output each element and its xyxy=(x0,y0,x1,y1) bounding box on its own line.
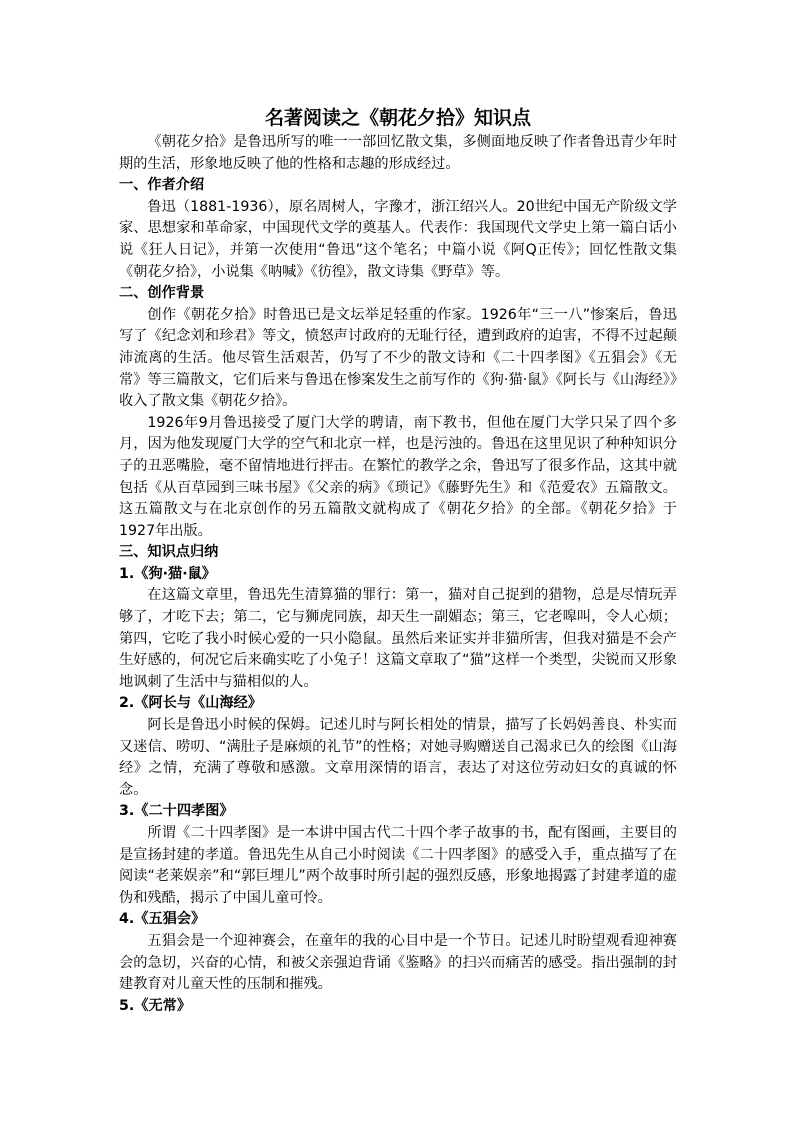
background-paragraph-1: 创作《朝花夕拾》时鲁迅已是文坛举足轻重的作家。1926年“三一八”惨案后，鲁迅写了《纪念刘和珍君》等文，愤怒声讨政府的无耻行径，遭到政府的迫害，不得不过起颠沛流离的生活。他尽管生活艰苦，仍写了不少的散文诗和《二十四孝图》《五猖会》《无常》等三篇散文，它们后来与鲁迅在惨案发生之前写作的《狗·猫·鼠》《阿长与《山海经》》收入了散文集《朝花夕拾》。 xyxy=(119,306,677,410)
item-text-twenty-four-filial: 所谓《二十四孝图》是一本讲中国古代二十四个孝子故事的书，配有图画，主要目的是宣扬封建的孝道。鲁迅先生从自己小时阅读《二十四孝图》的感受入手，重点描写了在阅读“老莱娱亲”和“郭巨埋儿”两个故事时所引起的强烈反感，形象地揭露了封建孝道的虚伪和残酷，揭示了中国儿童可怜。 xyxy=(119,825,677,906)
document-page xyxy=(119,0,677,1017)
section-heading-author: 一、作者介绍 xyxy=(119,177,205,194)
author-paragraph: 鲁迅（1881-1936），原名周树人，字豫才，浙江绍兴人。20世纪中国无产阶级文学家、思想家和革命家，中国现代文学的奠基人。代表作：我国现代文学史上第一篇白话小说《狂人日记》，并第一次使用“鲁迅”这个笔名；中篇小说《阿Q正传》；回忆性散文集《朝花夕拾》，小说集《呐喊》《彷徨》，散文诗集《野草》等。 xyxy=(119,198,677,280)
document-title: 名著阅读之《朝花夕拾》知识点 xyxy=(264,107,531,129)
item-heading-twenty-four-filial: 3.《二十四孝图》 xyxy=(119,803,234,820)
section-heading-knowledge: 三、知识点归纳 xyxy=(119,544,219,561)
item-text-wuchang-festival: 五猖会是一个迎神赛会，在童年的我的心目中是一个节日。记述儿时盼望观看迎神赛会的急切，兴奋的心情，和被父亲强迫背诵《鉴略》的扫兴而痛苦的感受。指出强制的封建教育对儿童天性的压制和摧残。 xyxy=(119,932,677,993)
item-heading-a-chang: 2.《阿长与《山海经》 xyxy=(119,695,262,712)
item-text-a-chang: 阿长是鲁迅小时候的保姆。记述儿时与阿长相处的情景，描写了长妈妈善良、朴实而又迷信、唠叨、“满肚子是麻烦的礼节”的性格；对她寻购赠送自己渴求已久的绘图《山海经》之情，充满了尊敬和感激。文章用深情的语言，表达了对这位劳动妇女的真诚的怀念。 xyxy=(119,717,677,798)
item-heading-wuchang: 5.《无常》 xyxy=(119,997,192,1014)
background-paragraph-2: 1926年9月鲁迅接受了厦门大学的聘请，南下教书，但他在厦门大学只呆了四个多月，因为他发现厦门大学的空气和北京一样，也是污浊的。鲁迅在这里见识了种种知识分子的丑恶嘴脸，毫不留情地进行抨击。在繁忙的教学之余，鲁迅写了很多作品，这其中就包括《从百草园到三味书屋》《父亲的病》《琐记》《藤野先生》和《范爱农》五篇散文。这五篇散文与在北京创作的另五篇散文就构成了《朝花夕拾》的全部。《朝花夕拾》于1927年出版。 xyxy=(119,414,677,539)
item-text-dog-cat-mouse: 在这篇文章里，鲁迅先生清算猫的罪行：第一，猫对自己捉到的猎物，总是尽情玩弄够了，才吃下去；第二，它与狮虎同族，却天生一副媚态；第三，它老嗥叫，令人心烦；第四，它吃了我小时候心爱的一只小隐鼠。虽然后来证实并非猫所害，但我对猫是不会产生好感的，何况它后来确实吃了小兔子！这篇文章取了“猫”这样一个类型，尖锐而又形象地讽刺了生活中与猫相似的人。 xyxy=(119,587,677,690)
section-heading-background: 二、创作背景 xyxy=(119,285,205,302)
intro-paragraph: 《朝花夕拾》是鲁迅所写的唯一一部回忆散文集，多侧面地反映了作者鲁迅青少年时期的生活，形象地反映了他的性格和志趣的形成经过。 xyxy=(119,134,677,172)
item-heading-wuchang-festival: 4.《五猖会》 xyxy=(119,911,206,928)
item-heading-dog-cat-mouse: 1.《狗·猫·鼠》 xyxy=(119,565,216,582)
